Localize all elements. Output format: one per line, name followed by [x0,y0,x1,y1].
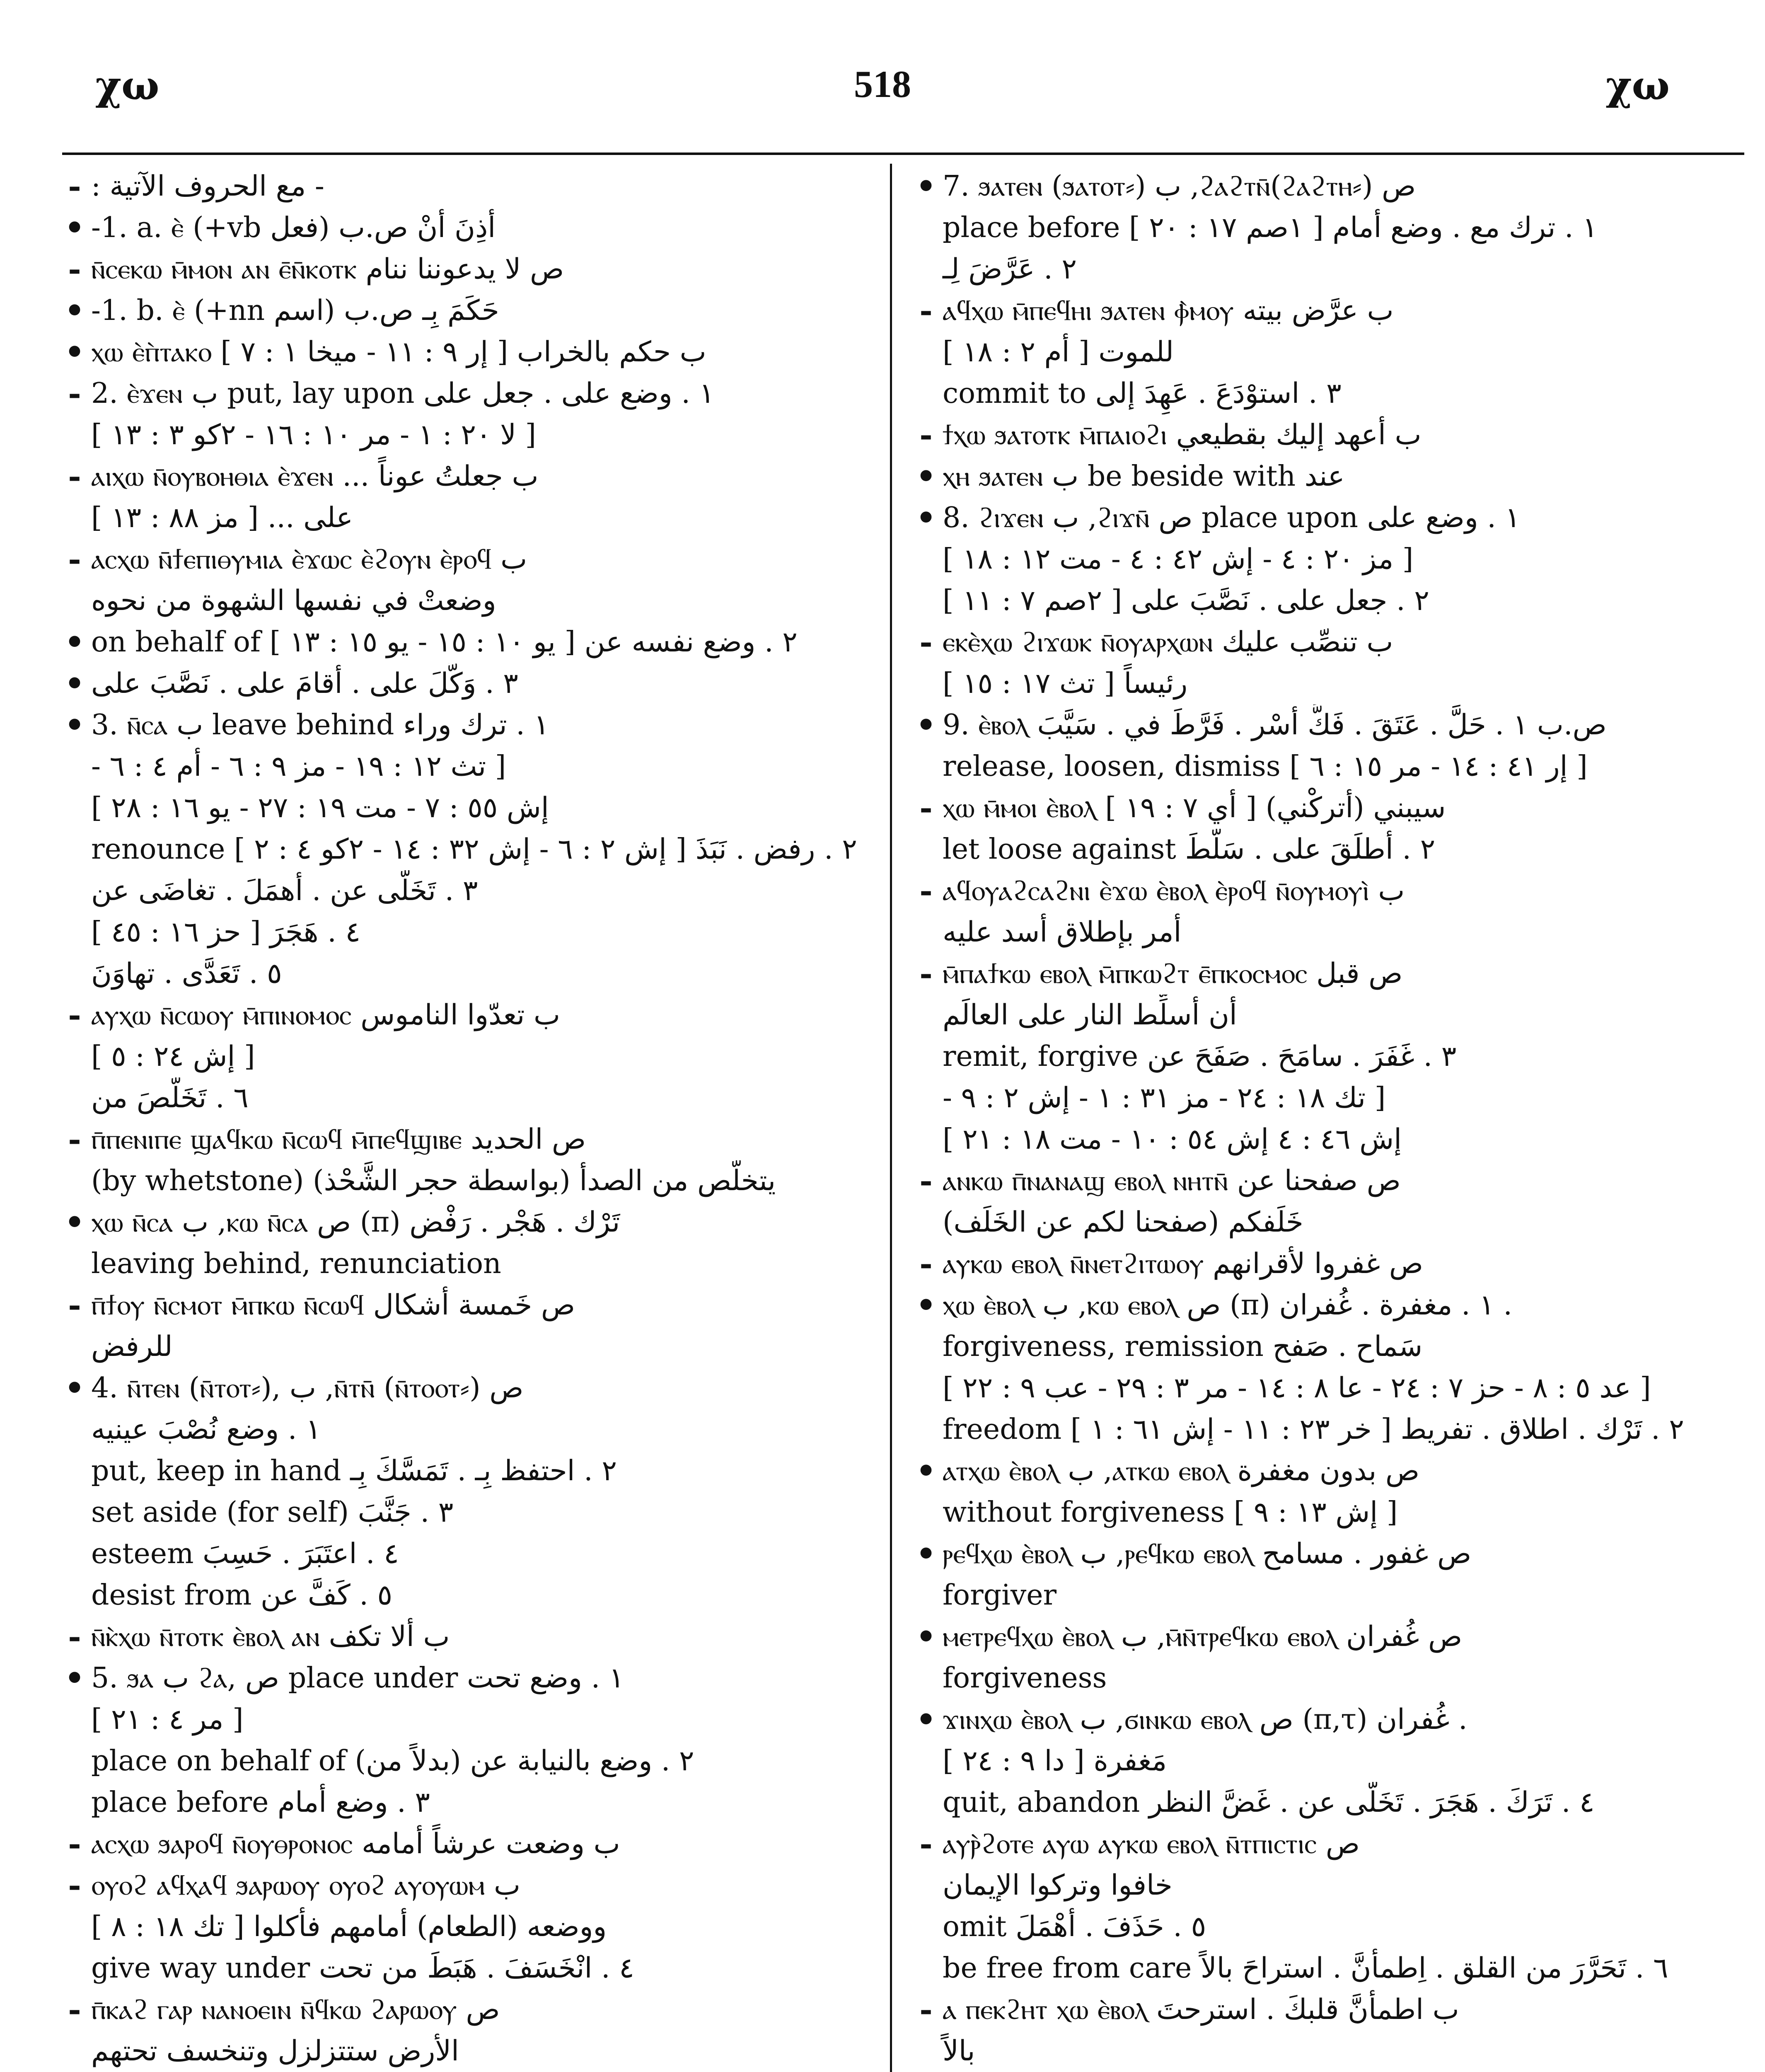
line-text: ⲁⲩⲕⲱ ⲉⲃⲟⲗ ⲛ̄ⲛⲉⲧϩⲓⲧⲱⲟⲩ ص غفروا لأقرانهم [943,1247,1423,1280]
line-marker: • [64,1370,85,1406]
dictionary-line [914,1119,1726,1160]
line-text: ‎7. ϧⲁⲧⲉⲛ (ϧⲁⲧⲟⲧ⸗) ب ,ϩⲁϩⲧⲛ̄(ϩⲁϩⲧⲏ⸗) ص [943,170,1416,203]
line-text: ٥ . حَذَفَ . أهْمَلَ omit [943,1910,1206,1943]
line-text: ٢ . تَرْك . اطلاق . تفريط [ خر ٢٣ : ١١ - إش ٦١ : ١ ] freedom [943,1413,1684,1446]
dictionary-line [62,249,874,290]
line-text: ⲁⲓⲭⲱ ⲛ̄ⲟⲩⲃⲟⲏⲑⲓⲁ ⲉ̀ϫⲉⲛ ... ب جعلتُ عوناً [91,460,539,493]
dictionary-line [62,622,874,663]
line-text: على ... [ مز ٨٨ : ١٣ ] [91,501,353,534]
line-text: للرفض [91,1330,173,1363]
line-text: [ عد ٥ : ٨ - حز ٧ : ٢٤ - عا ٨ : ١٤ - مر ٣ : ٢٩ - عب ٩ : ٢٢ ] [943,1372,1651,1404]
dictionary-line [914,1658,1726,1699]
line-marker: • [916,1452,936,1489]
line-text: ⲉⲕⲉ̀ⲭⲱ ϩⲓϫⲱⲕ ⲛ̄ⲟⲩⲁⲣⲭⲱⲛ ب تنصِّب عليك [943,626,1393,658]
dictionary-line [914,1077,1726,1119]
dictionary-line [62,1077,874,1119]
line-text: خافوا وتركوا الإيمان [943,1869,1173,1902]
line-text: [ إش ٢٤ : ٥ ] [91,1040,255,1073]
dictionary-line [914,953,1726,995]
dictionary-line [914,207,1726,249]
line-text: ٦ . تَحَرَّرَ من القلق . اِطمأنَّ . استراحَ بالاً be free from care [943,1952,1668,1985]
line-text: ⲁⲧⲭⲱ ⲉ̀ⲃⲟⲗ ب ,ⲁⲧⲕⲱ ⲉⲃⲟⲗ ص بدون مغفرة [943,1455,1420,1487]
line-text: ٣ . استوْدَعَ . عَهِدَ إلى commit to [943,377,1342,410]
line-text: ⲁⲥⲭⲱ ϧⲁⲣⲟϥ ⲛ̄ⲟⲩⲑⲣⲟⲛⲟⲥ ب وضعت عرشاً أمامه [91,1828,620,1860]
line-text: ⲛ̄ⲕ̀ⲭⲱ ⲛ̄ⲧⲟⲧⲕ ⲉ̀ⲃⲟⲗ ⲁⲛ ب ألا تكف [91,1620,450,1653]
dictionary-line [62,704,874,746]
dictionary-line [62,870,874,912]
line-marker: • [64,1660,85,1697]
line-text: release, loosen, dismiss [ إر ٤١ : ١٤ - مر ١٥ : ٦ ] [943,750,1588,783]
dictionary-line [914,1450,1726,1492]
column-divider [890,164,892,2072]
dictionary-line [62,1658,874,1699]
line-text: ١ . ترك وراء leave behind ب ‎3. ⲛ̄ⲥⲁ [91,709,549,741]
header-rule [62,152,1744,155]
dictionary-line [914,1160,1726,1202]
dictionary-line [62,953,874,995]
line-marker: - [68,541,81,578]
line-marker: • [916,1701,936,1738]
line-text: ٥ . كَفَّ عن desist from [91,1579,393,1612]
line-text: ٣ . وضع أمام place before [91,1786,430,1819]
line-text: للموت [ أم ٢ : ١٨ ] [943,336,1174,368]
dictionary-line [62,1285,874,1326]
line-text: leaving behind, renunciation [91,1247,501,1280]
line-text: ⲁ ⲡⲉⲕϩⲏⲧ ⲭⲱ ⲉ̀ⲃⲟⲗ ب اطمأنَّ قلبكَ . استرحتَ [943,1993,1459,2026]
dictionary-line [914,1948,1726,1989]
dictionary-line [62,1160,874,1202]
line-text: ووضعه (الطعام) أمامهم فأكلوا [ تك ١٨ : ٨ ] [91,1910,607,1943]
line-marker: • [64,1204,85,1241]
dictionary-line [914,456,1726,497]
line-marker: - [68,1991,81,2028]
dictionary-line [62,332,874,373]
line-text: ٣ . وَكَّلَ على . أقامَ على . نَصَّبَ على [91,667,518,700]
line-text: ٢ . وضع نفسه عن [ يو ١٠ : ١٥ - يو ١٥ : ١٣ ] on behalf of [91,626,798,658]
line-text: ‎9. ⲉ̀ⲃⲟⲗ ص.ب ١ . حَلَّ . عَتَقَ . فَكَّ أسْر . فَرَّطَ في . سَيَّبَ [943,709,1607,741]
dictionary-line [62,829,874,870]
line-text: حَكَمَ بِـ ص.ب (اسم ‎+nn) ‎1. b. ⲉ̀- [91,294,499,327]
line-text: الأرض ستتزلزل وتنخسف تحتهم [91,2035,459,2067]
line-text: يتخلّص من الصدأ (بواسطة حجر الشَّحْذ) (by whetstone) [91,1164,776,1197]
line-text: مَغفرة [ دا ٩ : ٢٤ ] [943,1745,1167,1777]
line-marker: - [68,1121,81,1158]
line-text: ⲭⲱ ⲉ̀ⲡ̀ⲧⲁⲕⲟ ب حكم بالخراب [ إر ٩ : ١١ - ميخا ١ : ٧ ] [91,336,706,368]
line-text: ⲭⲱ ⲉ̀ⲃⲟⲗ ب ,ⲕⲱ ⲉⲃⲟⲗ ص (π) ١ . مغفرة . غُفران . [943,1289,1512,1322]
dictionary-line [914,414,1726,456]
dictionary-line [914,1326,1726,1368]
line-text: ٦ . تَخَلَّصَ من [91,1082,249,1114]
line-text: ٢ . جعل على . نَصَّبَ على [ ٢صم ٧ : ١١ ] [943,584,1429,617]
line-text: أمر بإطلاق أسد عليه [943,916,1182,949]
line-text: [ مر ٤ : ٢١ ] [91,1703,244,1736]
dictionary-line [914,787,1726,829]
line-marker: - [68,458,81,495]
dictionary-line [914,249,1726,290]
dictionary-line [62,1409,874,1450]
line-marker: - [919,624,933,661]
line-text: ⲛ̄ⲥⲉⲕⲱ ⲙ̄ⲙⲟⲛ ⲁⲛ ⲉ̄ⲛ̄ⲕⲟⲧⲕ ص لا يدعوننا ننام [91,253,564,286]
dictionary-line [62,1450,874,1492]
dictionary-line [62,539,874,580]
dictionary-line [62,1202,874,1243]
line-text: رئيساً [ تث ١٧ : ١٥ ] [943,667,1188,700]
line-text: ١ . وضع على . جعل على put, lay upon ب ‎2. ⲉ̀ϫⲉⲛ [91,377,715,410]
line-text: ٥ . تَعَدَّى . تهاوَنَ [91,957,282,990]
dictionary-line [62,1699,874,1740]
line-text: ⲁⲩⲣ̀ϩⲟⲧⲉ ⲁⲩⲱ ⲁⲩⲕⲱ ⲉⲃⲟⲗ ⲛ̄ⲧⲡⲓⲥⲧⲓⲥ ص [943,1828,1360,1860]
dictionary-line [62,1492,874,1533]
dictionary-line [914,166,1726,207]
dictionary-line [914,497,1726,539]
dictionary-line [62,1782,874,1823]
line-text: ⲭⲏ ϧⲁⲧⲉⲛ ب be beside with عند [943,460,1345,493]
line-text: ٢ . وضع بالنيابة عن (بدلاً من) place on behalf of [91,1745,694,1777]
line-text: ٣ . تَخَلَّى عن . أهمَلَ . تغاضَى عن [91,874,478,907]
line-marker: - [919,1162,933,1199]
dictionary-line [62,1740,874,1782]
line-marker: - [919,1245,933,1282]
line-marker: • [916,1535,936,1572]
line-marker: - [919,292,933,329]
line-text: سَماح . صَفح forgiveness, remission [943,1330,1423,1363]
line-text: ϯⲭⲱ ϧⲁⲧⲟⲧⲕ ⲙ̄ⲡⲁⲓⲟϩⲓ ب أعهد إليك بقطيعي [943,419,1422,451]
dictionary-line [914,539,1726,580]
dictionary-line [914,1575,1726,1616]
line-text: [ إش ١٣ : ٩ ] without forgiveness [943,1496,1398,1529]
line-text: ⲁϥⲟⲩⲁϩⲥⲁϩⲛⲓ ⲉ̀ϫⲱ ⲉ̀ⲃⲟⲗ ⲉ̀ⲣⲟϥ ⲛ̄ⲟⲩⲙⲟⲩⲓ̀ ب [943,874,1405,907]
dictionary-line [914,912,1726,953]
dictionary-line [62,1243,874,1285]
line-text: ٤ . هَجَرَ [ حز ١٦ : ٤٥ ] [91,916,360,949]
dictionary-line [914,829,1726,870]
dictionary-line [62,746,874,787]
dictionary-line [62,995,874,1036]
dictionary-line [914,373,1726,414]
line-text: [ تك ١٨ : ٢٤ - مز ٣١ : ١ - إش ٢ : ٩ - [943,1082,1386,1114]
line-marker: • [64,707,85,743]
line-text: ⲭⲱ ⲙ̄ⲙⲟⲓ ⲉ̀ⲃⲟⲗ سيبني (أتركْني) [ أي ٧ : ١٩ ] [943,792,1446,824]
dictionary-line [914,704,1726,746]
dictionary-line [62,1368,874,1409]
dictionary-line [914,1616,1726,1658]
dictionary-line [914,1823,1726,1865]
dictionary-line [62,1989,874,2031]
line-marker: - [919,1825,933,1862]
line-text: ٣ . جَنَّبَ set aside (for self) [91,1496,454,1529]
dictionary-line [62,1036,874,1077]
line-marker: - [68,251,81,288]
line-text: ٤ . تَرَكَ . هَجَرَ . تَخَلَّى عن . غَضَّ النظر quit, abandon [943,1786,1595,1819]
line-text: ‎8. ϩⲓϫⲉⲛ ب ,ϩⲓϫⲛ̄ ص place upon ١ . وضع على [943,501,1521,534]
header-right-guide-word: χω [1605,62,1670,109]
line-text: ⲙⲉⲧⲣⲉϥⲭⲱ ⲉ̀ⲃⲟⲗ ب ,ⲙ̄ⲛ̄ⲧⲣⲉϥⲕⲱ ⲉⲃⲟⲗ ص غُفران [943,1620,1463,1653]
line-text: forgiver [943,1579,1057,1612]
line-marker: - [919,789,933,826]
dictionary-line [62,663,874,704]
dictionary-line [914,1368,1726,1409]
dictionary-line [914,746,1726,787]
dictionary-line [914,1036,1726,1077]
line-marker: - [68,997,81,1034]
line-text: ٢ . عَرَّضَ لِـ [943,253,1077,286]
line-text: بالاً [943,2035,975,2067]
line-text: أن أسلِّط النار على العالَم [943,999,1237,1031]
dictionary-line [62,166,874,207]
dictionary-line [914,1492,1726,1533]
dictionary-line [62,414,874,456]
dictionary-line [914,1285,1726,1326]
dictionary-line [62,1616,874,1658]
dictionary-line [914,1865,1726,1906]
line-text: forgiveness [943,1662,1107,1694]
dictionary-line [62,1575,874,1616]
line-text: ⲟⲩⲟϩ ⲁϥⲭⲁϥ ϧⲁⲣⲱⲟⲩ ⲟⲩⲟϩ ⲁⲩⲟⲩⲱⲙ ب [91,1869,521,1902]
line-text: ⲡ̄ⲕⲁϩ ⲅⲁⲣ ⲛⲁⲛⲟⲉⲓⲛ ⲛ̄ϥⲕⲱ ϩⲁⲣⲱⲟⲩ ص [91,1993,500,2026]
line-marker: - [68,168,81,205]
dictionary-line [62,373,874,414]
dictionary-line [62,497,874,539]
dictionary-line [914,663,1726,704]
line-marker: • [916,1618,936,1655]
dictionary-line [62,912,874,953]
dictionary-line [914,1699,1726,1740]
line-marker: • [64,292,85,329]
dictionary-line [62,1119,874,1160]
line-text: [ مز ٢٠ : ٤ - إش ٤٢ : ٤ - مت ١٢ : ١٨ ] [943,543,1414,576]
dictionary-line [62,456,874,497]
line-text: وضعتْ في نفسها الشهوة من نحوه [91,584,496,617]
dictionary-line [914,1740,1726,1782]
line-text: ϫⲓⲛⲭⲱ ⲉ̀ⲃⲟⲗ ب ,ϭⲓⲛⲕⲱ ⲉⲃⲟⲗ ص (π,τ) غُفران . [943,1703,1468,1736]
line-marker: • [916,458,936,495]
dictionary-line [914,870,1726,912]
page-number: 518 [854,63,911,105]
line-marker: • [64,209,85,246]
dictionary-line [62,207,874,249]
line-text: ‎4. ⲛ̄ⲧⲉⲛ (ⲛ̄ⲧⲟⲧ⸗), ب ,ⲛ̄ⲧⲛ̄ (ⲛ̄ⲧⲟⲟⲧ⸗) ص [91,1372,524,1404]
line-text: ⲙ̄ⲡⲁϯⲕⲱ ⲉⲃⲟⲗ ⲙ̄ⲡⲕⲱϩⲧ ⲉ̄ⲡⲕⲟⲥⲙⲟⲥ ص قبل [943,957,1403,990]
line-text: ⲡ̄ⲡⲉⲛⲓⲡⲉ ϣⲁϥⲕⲱ ⲛ̄ⲥⲱϥ ⲙ̄ⲡⲉϥϣⲓⲃⲉ ص الحديد [91,1123,586,1156]
dictionary-line [914,2031,1726,2072]
dictionary-line [62,1823,874,1865]
line-text: ٤ . اعتَبَرَ . حَسِبَ esteem [91,1537,399,1570]
dictionary-line [62,580,874,622]
line-marker: • [64,665,85,702]
line-text: ⲭⲱ ⲛ̄ⲥⲁ ب ,ⲕⲱ ⲛ̄ⲥⲁ ص (π) تَرْك . هَجْر . رَفْض [91,1206,620,1239]
dictionary-line [62,1906,874,1948]
dictionary-line [914,580,1726,622]
line-marker: • [916,499,936,536]
line-text: - مع الحروف الآتية : [91,170,324,203]
line-text: إش ٥٥ : ٧ - مت ١٩ : ٢٧ - يو ١٦ : ٢٨ ] [91,792,549,824]
line-marker: - [68,1618,81,1655]
line-marker: - [919,1991,933,2028]
line-text: ١ . وضع نُصْبَ عينيه [91,1413,321,1446]
dictionary-line [62,1326,874,1368]
dictionary-line [62,1948,874,1989]
line-text: خَلَفكم (صفحنا لكم عن الخَلَف) [943,1206,1303,1239]
line-marker: • [64,624,85,661]
line-text: إش ٤٦ : ٤ إش ٥٤ : ١٠ - مت ١٨ : ٢١ ] [943,1123,1402,1156]
line-text: ٢ . رفض . نَبَذَ [ إش ٢ : ٦ - إش ٣٢ : ١٤ - ٢كو ٤ : ٢ ] renounce [91,833,857,866]
line-marker: - [68,1867,81,1904]
dictionary-line [62,787,874,829]
line-text: ⲁⲥⲭⲱ ⲛ̄ϯⲉⲡⲓⲑⲩⲙⲓⲁ ⲉ̀ϫⲱⲥ ⲉ̀ϩⲟⲩⲛ ⲉ̀ⲣⲟϥ ب [91,543,527,576]
line-text: ⲣⲉϥⲭⲱ ⲉ̀ⲃⲟⲗ ب ,ⲣⲉϥⲕⲱ ⲉⲃⲟⲗ ص غفور . مسامح [943,1537,1472,1570]
dictionary-line [62,1533,874,1575]
line-text: ⲡ̄ϯⲟⲩ ⲛ̄ⲥⲙⲟⲧ ⲙ̄ⲡⲕⲱ ⲛ̄ⲥⲱϥ ص خَمسة أشكال [91,1289,575,1322]
line-marker: • [916,707,936,743]
dictionary-line [914,622,1726,663]
dictionary-line [914,995,1726,1036]
line-marker: - [919,872,933,909]
line-text: ⲁⲛⲕⲱ ⲡ̄ⲛⲁⲛⲁϣ ⲉⲃⲟⲗ ⲛⲏⲧⲛ̄ ص صفحنا عن [943,1164,1401,1197]
line-text: ١ . ترك مع . وضع أمام [ ١صم ١٧ : ٢٠ ] place before [943,211,1598,244]
line-marker: - [919,955,933,992]
line-marker: • [64,334,85,370]
dictionary-line [914,1989,1726,2031]
line-text: ٣ . غَفَرَ . سامَحَ . صَفَحَ عن remit, forgive [943,1040,1457,1073]
line-marker: - [68,1825,81,1862]
line-text: ١ . وضع تحت place under ص ,ϩⲁ ب ‎5. ϧⲁ [91,1662,624,1694]
line-text: أذِنَ أنْ ص.ب (فعل ‎+vb) ‎1. a. ⲉ̀- [91,211,496,244]
dictionary-line [914,1906,1726,1948]
right-column [914,166,1726,2072]
dictionary-line [914,1533,1726,1575]
dictionary-line [914,290,1726,332]
line-text: ٤ . انْخَسَفَ . هَبَطَ من تحت give way under [91,1952,634,1985]
line-marker: • [916,168,936,205]
line-marker: - [919,416,933,453]
line-text: ⲁϥⲭⲱ ⲙ̄ⲡⲉϥⲏⲓ ϧⲁⲧⲉⲛ ⲫ̀ⲙⲟⲩ ب عرَّض بيته [943,294,1394,327]
dictionary-line [914,1243,1726,1285]
line-marker: - [68,375,81,412]
left-column [62,166,874,2072]
line-text: ٢ . احتفظ بِـ . تَمَسَّكَ بِـ put, keep in hand [91,1455,617,1487]
dictionary-line [62,290,874,332]
line-marker: • [916,1287,936,1324]
dictionary-line [62,1865,874,1906]
line-text: ⲁⲩⲭⲱ ⲛ̄ⲥⲱⲟⲩ ⲙ̄ⲡⲓⲛⲟⲙⲟⲥ ب تعدّوا الناموس [91,999,561,1031]
dictionary-line [914,332,1726,373]
header-left-guide-word: χω [95,62,160,109]
line-text: ٢ . أطلَقَ على . سَلَّطَ let loose against [943,833,1436,866]
line-text: [ تث ١٢ : ١٩ - مز ٩ : ٦ - أم ٤ : ٦ - [91,750,506,783]
dictionary-line [914,1409,1726,1450]
line-marker: - [68,1287,81,1324]
dictionary-line [62,2031,874,2072]
dictionary-line [914,1202,1726,1243]
dictionary-line [914,1782,1726,1823]
line-text: [ لا ٢٠ : ١ - مر ١٠ : ١٦ - ٢كو ٣ : ١٣ ] [91,419,537,451]
